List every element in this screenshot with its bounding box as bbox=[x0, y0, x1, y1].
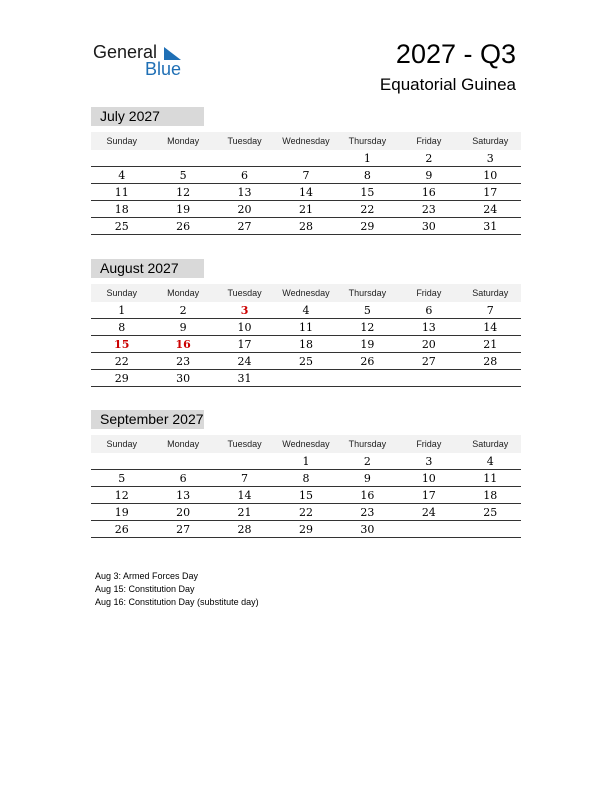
day-cell: 3 bbox=[486, 152, 494, 165]
weekday-label: Wednesday bbox=[282, 136, 330, 146]
day-cell: 30 bbox=[421, 220, 436, 233]
day-cell: 19 bbox=[360, 338, 375, 351]
day-cell: 15 bbox=[360, 186, 375, 199]
week-row bbox=[91, 521, 521, 538]
day-cell: 29 bbox=[114, 372, 129, 385]
day-cell: 6 bbox=[179, 472, 187, 485]
day-cell: 1 bbox=[118, 304, 126, 317]
day-cell: 12 bbox=[114, 489, 129, 502]
month-calendar bbox=[91, 107, 521, 235]
day-cell: 17 bbox=[483, 186, 498, 199]
day-cell: 8 bbox=[302, 472, 310, 485]
day-cell: 14 bbox=[237, 489, 252, 502]
month-calendar bbox=[91, 410, 521, 538]
week-row bbox=[91, 470, 521, 487]
weekday-header-row bbox=[91, 132, 521, 150]
day-cell: 14 bbox=[483, 321, 498, 334]
day-cell: 6 bbox=[241, 169, 249, 182]
day-cell: 5 bbox=[363, 304, 371, 317]
day-cell: 11 bbox=[298, 321, 313, 334]
day-cell: 4 bbox=[302, 304, 310, 317]
weekday-label: Tuesday bbox=[227, 136, 262, 146]
day-cell: 24 bbox=[237, 355, 252, 368]
day-cell: 10 bbox=[421, 472, 436, 485]
day-cell: 13 bbox=[237, 186, 252, 199]
day-cell: 11 bbox=[114, 186, 129, 199]
day-cell: 3 bbox=[425, 455, 433, 468]
week-row bbox=[91, 319, 521, 336]
week-row bbox=[91, 453, 521, 470]
day-cell: 27 bbox=[237, 220, 252, 233]
empty-day-cell bbox=[275, 370, 336, 386]
empty-day-cell bbox=[91, 150, 152, 166]
day-cell: 12 bbox=[176, 186, 191, 199]
day-cell: 9 bbox=[179, 321, 187, 334]
day-cell: 29 bbox=[360, 220, 375, 233]
day-cell: 17 bbox=[421, 489, 436, 502]
holiday-note: Aug 16: Constitution Day (substitute day) bbox=[95, 597, 259, 607]
day-cell: 15 bbox=[298, 489, 313, 502]
month-title: September 2027 bbox=[91, 410, 204, 429]
day-cell: 15 bbox=[114, 338, 130, 351]
weekday-label: Thursday bbox=[348, 136, 387, 146]
day-cell: 13 bbox=[176, 489, 191, 502]
day-cell: 28 bbox=[483, 355, 498, 368]
day-cell: 2 bbox=[363, 455, 371, 468]
week-row bbox=[91, 302, 521, 319]
weekday-label: Thursday bbox=[348, 439, 387, 449]
day-cell: 29 bbox=[298, 523, 313, 536]
day-cell: 27 bbox=[421, 355, 436, 368]
day-cell: 18 bbox=[298, 338, 313, 351]
day-cell: 16 bbox=[175, 338, 191, 351]
day-cell: 24 bbox=[421, 506, 436, 519]
generalblue-logo bbox=[93, 42, 203, 78]
day-cell: 18 bbox=[483, 489, 498, 502]
weekday-label: Saturday bbox=[472, 136, 509, 146]
day-cell: 26 bbox=[176, 220, 191, 233]
weekday-label: Saturday bbox=[472, 439, 509, 449]
holiday-note: Aug 15: Constitution Day bbox=[95, 584, 195, 594]
weekday-label: Friday bbox=[416, 439, 442, 449]
weekday-header-row bbox=[91, 284, 521, 302]
empty-day-cell bbox=[214, 453, 275, 469]
day-cell: 25 bbox=[483, 506, 498, 519]
empty-day-cell bbox=[398, 370, 459, 386]
day-cell: 1 bbox=[302, 455, 310, 468]
day-cell: 17 bbox=[237, 338, 252, 351]
month-title: July 2027 bbox=[91, 107, 204, 126]
day-cell: 10 bbox=[237, 321, 252, 334]
day-cell: 2 bbox=[425, 152, 433, 165]
day-cell: 30 bbox=[176, 372, 191, 385]
day-cell: 4 bbox=[118, 169, 126, 182]
day-cell: 10 bbox=[483, 169, 498, 182]
day-cell: 7 bbox=[241, 472, 249, 485]
weekday-label: Thursday bbox=[348, 288, 387, 298]
page-title: 2027 - Q3 bbox=[395, 39, 516, 69]
day-cell: 22 bbox=[360, 203, 375, 216]
empty-day-cell bbox=[152, 150, 213, 166]
day-cell: 21 bbox=[237, 506, 252, 519]
day-cell: 23 bbox=[360, 506, 375, 519]
day-cell: 24 bbox=[483, 203, 498, 216]
weekday-label: Sunday bbox=[106, 288, 137, 298]
weekday-label: Saturday bbox=[472, 288, 509, 298]
weekday-label: Monday bbox=[167, 439, 200, 449]
weekday-label: Monday bbox=[167, 136, 200, 146]
weekday-label: Monday bbox=[167, 288, 200, 298]
day-cell: 21 bbox=[298, 203, 313, 216]
day-cell: 31 bbox=[483, 220, 498, 233]
day-cell: 2 bbox=[179, 304, 187, 317]
day-cell: 25 bbox=[114, 220, 129, 233]
week-row bbox=[91, 150, 521, 167]
day-cell: 6 bbox=[425, 304, 433, 317]
day-cell: 18 bbox=[114, 203, 129, 216]
empty-day-cell bbox=[337, 370, 398, 386]
empty-day-cell bbox=[152, 453, 213, 469]
day-cell: 12 bbox=[360, 321, 375, 334]
week-row bbox=[91, 336, 521, 353]
day-cell: 8 bbox=[118, 321, 126, 334]
day-cell: 25 bbox=[298, 355, 313, 368]
day-cell: 20 bbox=[421, 338, 436, 351]
day-cell: 11 bbox=[483, 472, 498, 485]
day-cell: 1 bbox=[363, 152, 371, 165]
day-cell: 7 bbox=[486, 304, 494, 317]
day-cell: 26 bbox=[114, 523, 129, 536]
day-cell: 4 bbox=[486, 455, 494, 468]
week-row bbox=[91, 184, 521, 201]
day-cell: 9 bbox=[425, 169, 433, 182]
weekday-label: Friday bbox=[416, 136, 442, 146]
empty-day-cell bbox=[275, 150, 336, 166]
weekday-label: Wednesday bbox=[282, 288, 330, 298]
day-cell: 5 bbox=[179, 169, 187, 182]
day-cell: 28 bbox=[237, 523, 252, 536]
day-cell: 22 bbox=[298, 506, 313, 519]
week-row bbox=[91, 353, 521, 370]
day-cell: 23 bbox=[176, 355, 191, 368]
day-cell: 20 bbox=[176, 506, 191, 519]
day-cell: 31 bbox=[237, 372, 252, 385]
logo-word-general: General bbox=[93, 42, 158, 62]
empty-day-cell bbox=[91, 453, 152, 469]
day-cell: 19 bbox=[176, 203, 191, 216]
day-cell: 9 bbox=[363, 472, 371, 485]
day-cell: 13 bbox=[421, 321, 436, 334]
week-row bbox=[91, 370, 521, 387]
day-cell: 22 bbox=[114, 355, 129, 368]
day-cell: 21 bbox=[483, 338, 498, 351]
weekday-label: Sunday bbox=[106, 439, 137, 449]
week-row bbox=[91, 201, 521, 218]
week-row bbox=[91, 487, 521, 504]
weekday-header-row bbox=[91, 435, 521, 453]
week-row bbox=[91, 218, 521, 235]
day-cell: 28 bbox=[298, 220, 313, 233]
empty-day-cell bbox=[460, 521, 521, 537]
holiday-notes bbox=[95, 570, 259, 609]
empty-day-cell bbox=[398, 521, 459, 537]
holiday-note: Aug 3: Armed Forces Day bbox=[95, 571, 199, 581]
week-row bbox=[91, 504, 521, 521]
month-title: August 2027 bbox=[91, 259, 204, 278]
day-cell: 14 bbox=[298, 186, 313, 199]
day-cell: 5 bbox=[118, 472, 126, 485]
weekday-label: Friday bbox=[416, 288, 442, 298]
week-row bbox=[91, 167, 521, 184]
logo-word-blue: Blue bbox=[145, 59, 182, 79]
day-cell: 16 bbox=[360, 489, 375, 502]
empty-day-cell bbox=[460, 370, 521, 386]
country-name: Equatorial Guinea bbox=[379, 75, 516, 94]
day-cell: 3 bbox=[240, 304, 249, 317]
day-cell: 7 bbox=[302, 169, 310, 182]
day-cell: 20 bbox=[237, 203, 252, 216]
weekday-label: Tuesday bbox=[227, 288, 262, 298]
day-cell: 26 bbox=[360, 355, 375, 368]
day-cell: 16 bbox=[421, 186, 436, 199]
month-calendar bbox=[91, 259, 521, 387]
day-cell: 8 bbox=[363, 169, 371, 182]
weekday-label: Tuesday bbox=[227, 439, 262, 449]
day-cell: 27 bbox=[176, 523, 191, 536]
weekday-label: Wednesday bbox=[282, 439, 330, 449]
day-cell: 23 bbox=[421, 203, 436, 216]
day-cell: 30 bbox=[360, 523, 375, 536]
day-cell: 19 bbox=[114, 506, 129, 519]
empty-day-cell bbox=[214, 150, 275, 166]
weekday-label: Sunday bbox=[106, 136, 137, 146]
